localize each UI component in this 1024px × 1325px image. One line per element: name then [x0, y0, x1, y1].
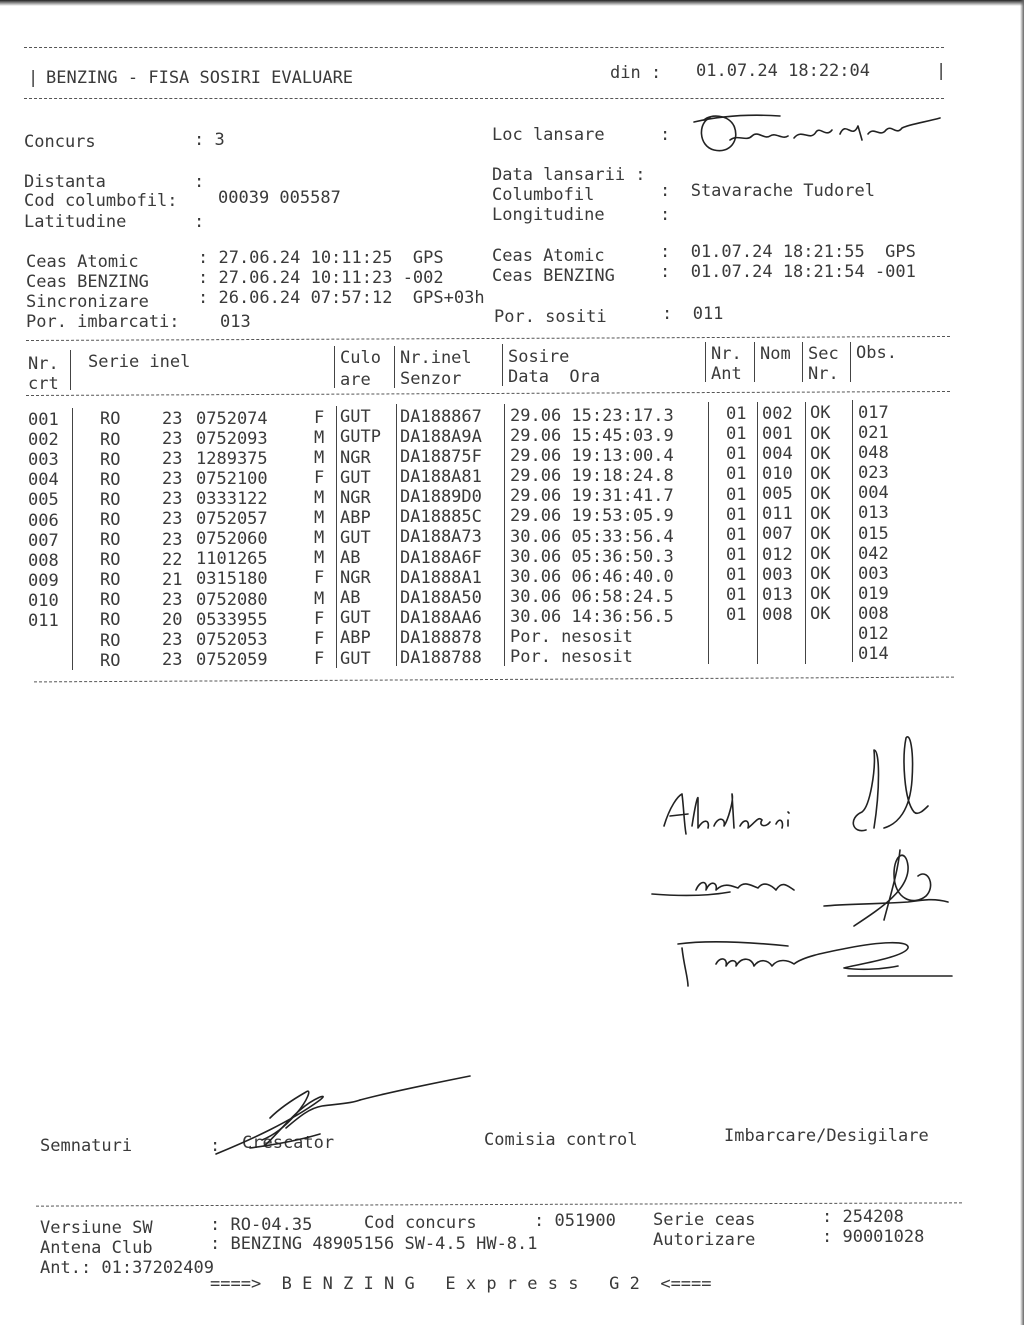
semnaturi-label: Semnaturi: [40, 1136, 133, 1156]
cell-year: 20: [162, 609, 183, 630]
cell-nom: 003: [762, 564, 793, 585]
column-separator: [802, 342, 803, 382]
cell-year: 21: [162, 569, 183, 590]
cell-nom: 004: [762, 444, 793, 464]
column-separator: [336, 406, 337, 668]
th-senzor: Senzor: [400, 369, 462, 389]
por-sositi-label: Por. sositi: [494, 307, 607, 327]
cell-year: 23: [162, 630, 183, 650]
cell-sex: M: [314, 427, 325, 448]
cell-nom: 007: [762, 524, 793, 545]
cell-obs: 042: [858, 543, 889, 564]
cell-sec: OK: [810, 584, 831, 605]
ceas-benzing-value: : 27.06.24 10:11:23 -002: [198, 268, 444, 288]
cell-ant: 01: [726, 524, 747, 545]
th-nr-ant-2: Ant: [711, 364, 742, 384]
cell-country: RO: [100, 409, 121, 430]
cell-arrival: 30.06 05:36:50.3: [510, 546, 674, 567]
column-separator: [805, 402, 806, 664]
cell-country: RO: [100, 449, 121, 470]
cell-ring: 0533955: [196, 609, 268, 630]
th-nr-inel: Nr.inel: [400, 348, 472, 368]
ceas-benzing-label: Ceas BENZING: [26, 272, 149, 292]
cell-nom: 011: [762, 504, 793, 525]
cell-obs: 017: [858, 402, 889, 423]
cell-ring: 0752074: [196, 408, 268, 429]
cell-sec: OK: [810, 483, 831, 504]
cell-obs: 008: [858, 603, 889, 624]
cell-obs: 013: [858, 503, 889, 524]
th-culoare-1: Culo: [340, 348, 381, 368]
header-pipe-right: |: [936, 61, 947, 81]
cell-obs: 015: [858, 523, 889, 544]
cell-sec: OK: [810, 443, 831, 464]
cell-obs: 014: [858, 644, 889, 665]
ceas-atomic-label: Ceas Atomic: [26, 252, 139, 272]
benzing-express-brand: ====> B E N Z I N G E x p r e s s G 2 <====: [210, 1274, 712, 1294]
cell-color: GUT: [340, 648, 371, 669]
th-obs: Obs.: [856, 343, 897, 363]
sincronizare-value: : 26.06.24 07:57:12 GPS+03h: [198, 288, 485, 308]
cell-ring: 0315180: [196, 569, 268, 590]
cell-sec: OK: [810, 503, 831, 524]
cell-arrival: 30.06 06:46:40.0: [510, 566, 674, 587]
cell-color: ABP: [340, 628, 371, 649]
cell-arrival: 30.06 14:36:56.5: [510, 606, 674, 627]
cell-sensor: DA188A50: [400, 587, 482, 608]
cod-columbofil-value: 00039 005587: [218, 188, 341, 208]
sincronizare-label: Sincronizare: [26, 292, 149, 312]
cell-arrival: 29.06 19:53:05.9: [510, 506, 674, 527]
cell-color: NGR: [340, 568, 371, 589]
th-crt: crt: [28, 374, 59, 394]
cell-ring: 0752053: [196, 629, 268, 650]
versiune-sw-value: : RO-04.35: [210, 1215, 313, 1235]
comisia-control-label: Comisia control: [484, 1130, 638, 1150]
cell-nom: 008: [762, 604, 793, 625]
cell-year: 23: [162, 529, 183, 550]
cell-ant: 01: [726, 504, 747, 525]
cell-country: RO: [100, 469, 121, 490]
cell-ring: 1289375: [196, 448, 268, 469]
cell-arrival: Por. nesosit: [510, 627, 633, 647]
cell-color: NGR: [340, 447, 371, 468]
cell-sex: M: [314, 528, 325, 549]
column-separator: [705, 342, 706, 382]
latitudine-label: Latitudine: [24, 212, 127, 232]
divider: [34, 677, 954, 683]
cell-color: GUT: [340, 608, 371, 629]
divider: [26, 391, 950, 396]
cell-sensor: DA188AA6: [400, 607, 482, 628]
versiune-sw-label: Versiune SW: [40, 1218, 153, 1238]
cell-ant: 01: [726, 585, 747, 605]
cell-color: GUT: [340, 527, 371, 548]
column-separator: [70, 350, 71, 390]
cell-nr: 007: [28, 530, 59, 551]
cell-ring: 0752059: [196, 649, 268, 670]
column-separator: [850, 342, 851, 382]
latitudine-value: :: [194, 212, 205, 232]
concurs-label: Concurs: [24, 132, 96, 152]
cell-sex: M: [314, 488, 325, 508]
serie-ceas-value: : 254208: [822, 1207, 904, 1227]
cell-country: RO: [100, 530, 121, 550]
divider: [24, 98, 944, 99]
cell-obs: 023: [858, 463, 889, 484]
cell-sex: M: [314, 588, 325, 609]
cell-year: 23: [162, 589, 183, 610]
divider: [36, 1202, 962, 1206]
imbarcare-desigilare-label: Imbarcare/Desigilare: [724, 1126, 929, 1146]
longitudine-label: Longitudine: [492, 205, 605, 225]
cell-country: RO: [100, 509, 121, 530]
cell-nr: 009: [28, 570, 59, 591]
column-separator: [754, 342, 755, 382]
ceas-atomic-sosire-label: Ceas Atomic: [492, 246, 605, 266]
column-separator: [502, 344, 503, 386]
cell-nr: 002: [28, 430, 59, 451]
cell-sensor: DA188A81: [400, 467, 482, 488]
signature-handwriting: [648, 730, 968, 990]
cell-ant: 01: [726, 404, 747, 425]
cell-sensor: DA18885C: [400, 507, 482, 528]
th-nr: Nr.: [28, 354, 59, 374]
cell-arrival: 29.06 15:45:03.9: [510, 426, 674, 446]
distanta-value: :: [194, 172, 205, 192]
cell-ring: 0752080: [196, 589, 268, 610]
concurs-value: : 3: [194, 130, 225, 150]
antena-club-value: : BENZING 48905156 SW-4.5 HW-8.1: [210, 1234, 538, 1254]
th-data-ora: Data Ora: [508, 367, 601, 387]
cell-color: GUT: [340, 467, 371, 488]
cell-ring: 0333122: [196, 489, 268, 509]
longitudine-value: :: [660, 205, 671, 225]
cell-sec: OK: [810, 604, 831, 625]
cell-nom: 001: [762, 423, 793, 444]
cell-sec: OK: [810, 524, 831, 544]
cell-sex: M: [314, 548, 325, 569]
cod-columbofil-label: Cod columbofil:: [24, 191, 178, 211]
cell-sensor: DA188878: [400, 627, 482, 648]
scan-edge: [0, 0, 1024, 6]
cell-country: RO: [100, 590, 121, 611]
cell-color: GUTP: [340, 427, 381, 448]
cell-sex: F: [314, 467, 325, 488]
cell-nom: 002: [762, 403, 793, 424]
cell-ant: 01: [726, 544, 747, 565]
cell-sensor: DA18875F: [400, 447, 482, 467]
cell-year: 23: [162, 408, 183, 429]
th-serie-inel: Serie inel: [88, 352, 191, 372]
cell-ant: 01: [726, 464, 747, 485]
scan-edge-right: [1020, 0, 1024, 1325]
cell-year: 23: [162, 489, 183, 510]
cell-arrival: 30.06 06:58:24.5: [510, 586, 674, 607]
distanta-label: Distanta: [24, 172, 106, 192]
cell-year: 23: [162, 449, 183, 470]
cell-color: AB: [340, 588, 361, 609]
por-imbarcati-label: Por. imbarcati:: [26, 312, 180, 332]
columbofil-label: Columbofil: [492, 185, 595, 205]
cell-sex: M: [314, 508, 325, 529]
date-label: din :: [610, 63, 662, 83]
cell-nom: 010: [762, 464, 793, 485]
cell-color: NGR: [340, 487, 371, 508]
por-sositi-value: : 011: [662, 304, 724, 324]
serie-ceas-label: Serie ceas: [653, 1210, 756, 1230]
cell-color: GUT: [340, 407, 371, 428]
cell-ant: 01: [726, 564, 747, 585]
cell-sex: F: [314, 608, 325, 629]
cell-ring: 0752093: [196, 428, 268, 449]
cod-concurs-value: : 051900: [534, 1211, 616, 1231]
cell-year: 23: [162, 509, 183, 530]
antena-id: Ant.: 01:37202409: [40, 1258, 214, 1278]
cell-sec: OK: [810, 423, 831, 444]
column-separator: [708, 402, 709, 664]
cell-obs: 003: [858, 563, 889, 584]
crescator-signature: [210, 1070, 480, 1170]
crescator-label: Crescator: [242, 1133, 335, 1153]
autorizare-label: Autorizare: [653, 1230, 756, 1250]
cell-sensor: DA188A6F: [400, 547, 482, 568]
cell-sec: OK: [810, 463, 831, 484]
cell-nr: 004: [28, 470, 59, 491]
columbofil-value: : Stavarache Tudorel: [660, 181, 875, 201]
cell-ring: 0752060: [196, 529, 268, 550]
cell-year: 23: [162, 429, 183, 449]
th-sec-nr-1: Sec: [808, 344, 839, 364]
cell-nr: 011: [28, 611, 59, 631]
cell-arrival: 30.06 05:33:56.4: [510, 526, 674, 547]
semnaturi-sep: :: [210, 1136, 221, 1156]
cell-obs: 021: [858, 423, 889, 443]
cell-ant: 01: [726, 444, 747, 465]
cell-sensor: DA188A73: [400, 527, 482, 548]
column-separator: [394, 346, 395, 388]
cod-concurs-label: Cod concurs: [364, 1213, 477, 1233]
th-sosire: Sosire: [508, 347, 570, 367]
cell-nom: 005: [762, 484, 793, 505]
cell-arrival: 29.06 19:13:00.4: [510, 446, 674, 467]
loc-lansare-handwriting: [690, 110, 950, 160]
column-separator: [334, 346, 335, 388]
cell-sensor: DA188A9A: [400, 426, 482, 447]
cell-sex: F: [314, 628, 325, 649]
cell-nom: 012: [762, 544, 793, 565]
commission-signatures: [648, 730, 968, 990]
column-separator: [852, 400, 853, 662]
cell-nr: 010: [28, 590, 59, 611]
date-value: 01.07.24 18:22:04: [696, 61, 870, 81]
cell-year: 22: [162, 549, 183, 570]
column-separator: [72, 408, 73, 670]
column-separator: [504, 404, 505, 666]
loc-lansare-label: Loc lansare: [492, 125, 605, 145]
cell-ring: 1101265: [196, 549, 268, 570]
data-lansarii-label: Data lansarii :: [492, 165, 646, 185]
divider: [26, 336, 950, 341]
cell-nom: 013: [762, 584, 793, 605]
por-imbarcati-value: 013: [220, 312, 251, 332]
cell-nr: 006: [28, 510, 59, 531]
cell-arrival: Por. nesosit: [510, 647, 633, 668]
cell-sec: OK: [810, 403, 831, 424]
antena-club-label: Antena Club: [40, 1238, 153, 1258]
cell-country: RO: [100, 550, 121, 571]
cell-year: 23: [162, 469, 183, 490]
autorizare-value: : 90001028: [822, 1227, 925, 1247]
cell-obs: 012: [858, 624, 889, 644]
cell-sensor: DA1888A1: [400, 567, 482, 588]
cell-country: RO: [100, 610, 121, 631]
ceas-benzing-sosire-value: : 01.07.24 18:21:54 -001: [660, 262, 916, 282]
cell-sex: F: [314, 568, 325, 589]
cell-country: RO: [100, 489, 121, 510]
cell-ring: 0752057: [196, 509, 268, 530]
loc-lansare-value: :: [660, 125, 671, 145]
header-pipe: |: [28, 68, 39, 88]
cell-ant: 01: [726, 424, 747, 445]
cell-sex: F: [314, 407, 325, 428]
cell-sec: OK: [810, 564, 831, 585]
th-culoare-2: are: [340, 370, 371, 390]
cell-arrival: 29.06 19:18:24.8: [510, 466, 674, 487]
cell-obs: 004: [858, 483, 889, 504]
cell-country: RO: [100, 570, 121, 591]
cell-arrival: 29.06 15:23:17.3: [510, 405, 674, 426]
ceas-atomic-sosire-value: : 01.07.24 18:21:55 GPS: [660, 242, 916, 262]
ceas-benzing-sosire-label: Ceas BENZING: [492, 266, 615, 286]
cell-sensor: DA188788: [400, 648, 482, 668]
document-title: BENZING - FISA SOSIRI EVALUARE: [46, 68, 354, 88]
cell-ring: 0752100: [196, 468, 268, 489]
divider: [24, 47, 944, 48]
cell-nr: 008: [28, 550, 59, 571]
cell-sensor: DA188867: [400, 406, 482, 427]
th-nom: Nom: [760, 344, 791, 364]
cell-obs: 019: [858, 583, 889, 604]
handwritten-name-3: [648, 730, 649, 731]
ceas-atomic-value: : 27.06.24 10:11:25 GPS: [198, 248, 444, 268]
cell-nr: 005: [28, 490, 59, 511]
column-separator: [396, 404, 397, 666]
th-nr-ant-1: Nr.: [711, 344, 742, 364]
cell-ant: 01: [726, 484, 747, 505]
cell-obs: 048: [858, 443, 889, 464]
cell-country: RO: [100, 429, 121, 450]
th-sec-nr-2: Nr.: [808, 364, 839, 384]
cell-sex: M: [314, 447, 325, 468]
cell-country: RO: [100, 630, 121, 651]
cell-sex: F: [314, 648, 325, 669]
cell-color: AB: [340, 548, 361, 568]
cell-ant: 01: [726, 605, 747, 626]
cell-nr: 001: [28, 410, 59, 430]
cell-sec: OK: [810, 544, 831, 565]
cell-color: ABP: [340, 507, 371, 528]
column-separator: [757, 402, 758, 664]
cell-year: 23: [162, 650, 183, 671]
cell-nr: 003: [28, 450, 59, 471]
cell-sensor: DA1889D0: [400, 487, 482, 508]
cell-arrival: 29.06 19:31:41.7: [510, 486, 674, 507]
cell-country: RO: [100, 650, 121, 671]
